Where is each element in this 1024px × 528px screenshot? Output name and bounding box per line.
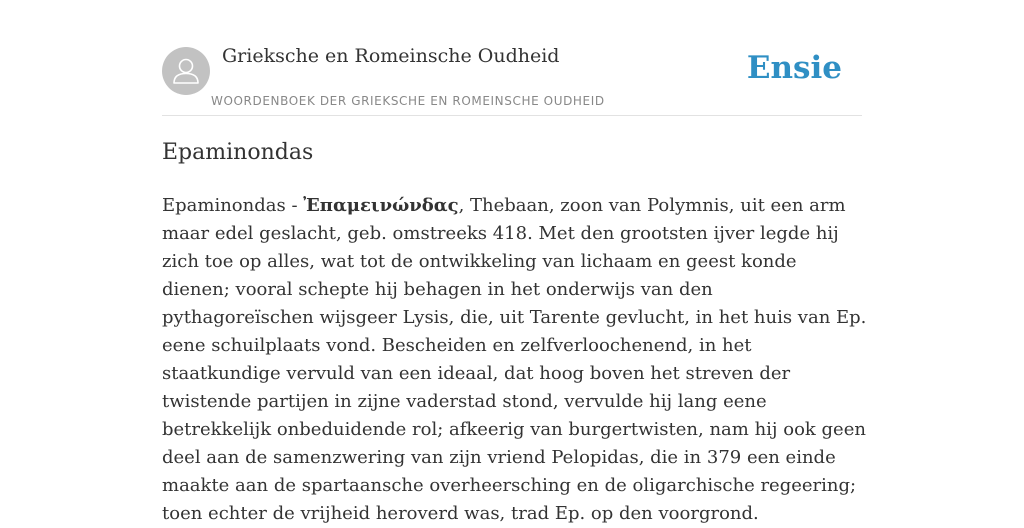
entry-term: Epaminondas (162, 195, 286, 216)
brand-logo[interactable]: Ensie (746, 50, 842, 86)
source-title[interactable]: Grieksche en Romeinsche Oudheid (222, 45, 560, 67)
entry-separator: - (285, 195, 304, 216)
header-divider (162, 115, 862, 116)
entry-text: , Thebaan, zoon van Polymnis, uit een arm maar edel geslacht, geb. omstreeks 418. Met den grootsten ijver legde hij zich toe op alles, wat tot de ontwikkeling van lichaam en geest konde dienen; vooral schepte hij behagen in het onderwijs van den pythagoreïschen wijsgeer Lysis, die, uit Tarente gevlucht, in het huis van Ep. eene schuilplaats vond. Bescheiden en zelfverloochenend, in het staatkundige vervuld van een ideaal, dat hoog boven het streven der twistende partijen in zijne vaderstad stond, vervulde hij lang eene betrekkelijk onbeduidende rol; afkeerig van burgertwisten, nam hij ook geen deel aan de samenzwering van zijn vriend Pelopidas, die in 379 een einde maakte aan de spartaansche overheersching en de oligarchische regeering; toen echter de vrijheid heroverd was, trad Ep. op den voorgrond. (162, 195, 867, 524)
entry-greek-term: Ἐπαμεινώνδας (303, 195, 459, 216)
entry-body (162, 192, 867, 528)
entry-title: Epaminondas (162, 140, 314, 165)
source-subtitle[interactable]: WOORDENBOEK DER GRIEKSCHE EN ROMEINSCHE OUDHEID (211, 94, 605, 108)
user-silhouette-icon (162, 47, 210, 95)
avatar[interactable] (162, 47, 210, 95)
